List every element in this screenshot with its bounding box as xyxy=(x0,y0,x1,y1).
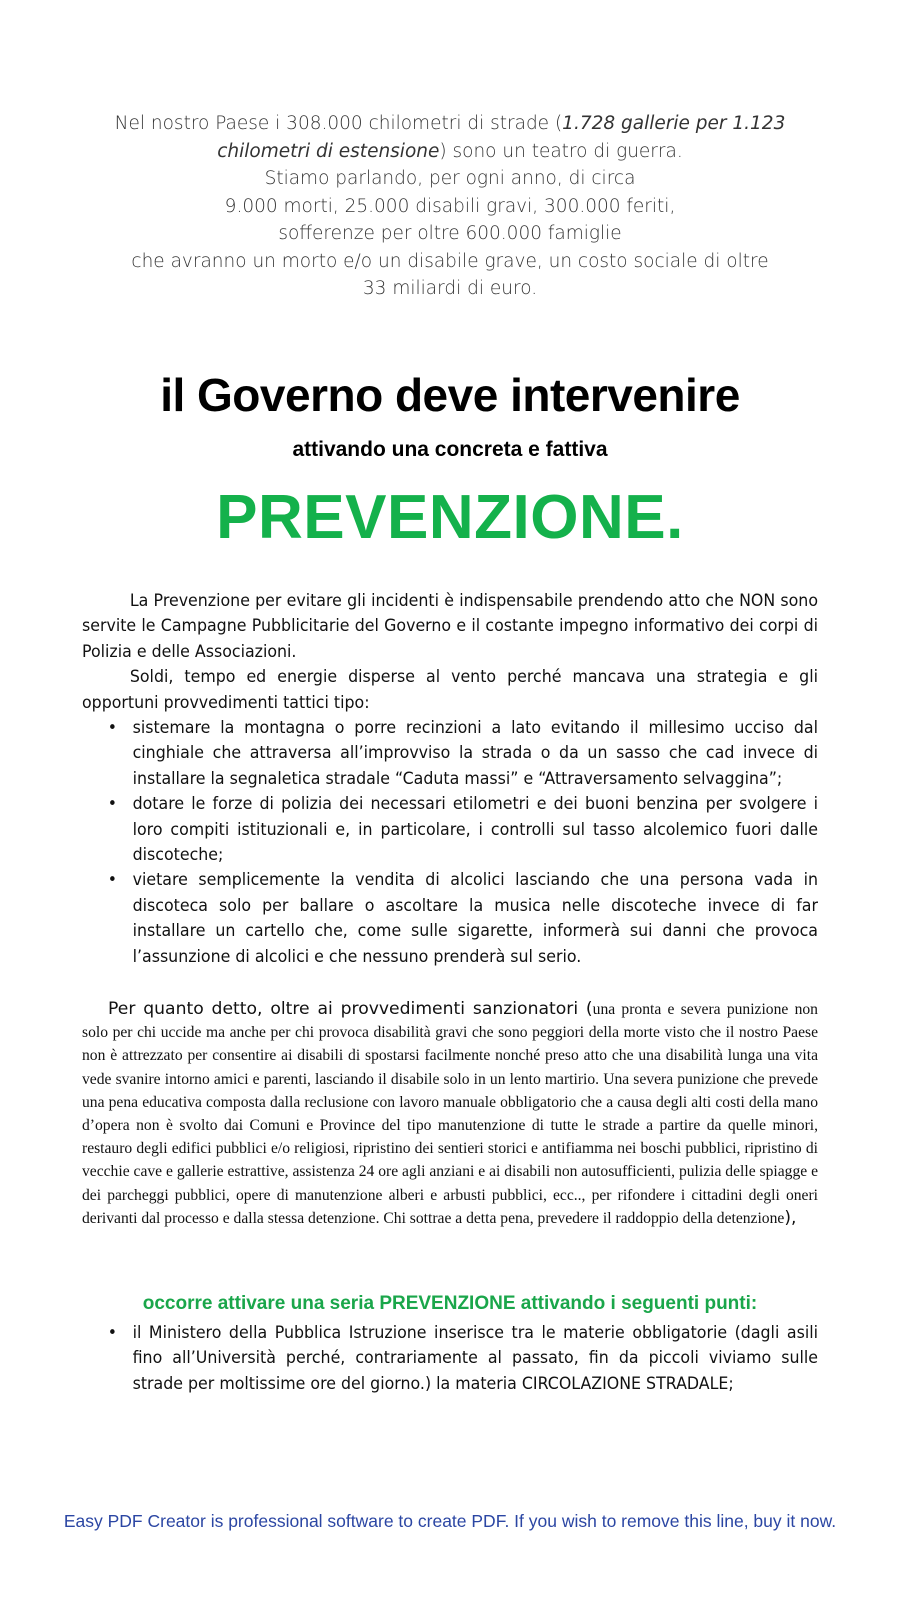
bullet-list-measures xyxy=(82,716,818,970)
bullet-icon: • xyxy=(107,718,117,739)
section-prevention-points xyxy=(82,1321,818,1397)
section-sanctions xyxy=(82,998,818,1230)
pdf-creator-footer: Easy PDF Creator is professional software to create PDF. If you wish to remove this line, buy it now. xyxy=(63,1511,837,1531)
headline-subtitle: attivando una concreta e fattiva xyxy=(292,438,608,461)
headline-keyword: PREVENZIONE. xyxy=(216,483,684,552)
list-item: • il Ministero della Pubblica Istruzione inserisce tra le materie obbligatorie (dagli asili fino all’Università perché, contrariamente al passato, fin da piccoli viviamo sulle strade per moltissime ore del giorno.) la materia CIRCOLAZIONE STRADALE; xyxy=(107,1323,819,1394)
intro-line-1: Nel nostro Paese i 308.000 chilometri di strade (1.728 gallerie per 1.123 xyxy=(114,113,786,134)
list-item: • dotare le forze di polizia dei necessari etilometri e dei buoni benzina per svolgere i loro compiti istituzionali e, in particolare, i controlli sul tasso alcolemico fuori dalle discoteche; xyxy=(107,794,819,866)
bullet-icon: • xyxy=(107,1323,117,1343)
sanctions-body: una pronta e severa punizione non solo per chi uccide ma anche per chi provoca disabilità gravi che sono peggiori della morte visto che il nostro Paese non è attrezzato per consentire ai disabili di spostarsi facilmente nonché preso atto che una disabilità lunga una vita vede svanire intorno amici e parenti, lasciando il disabile solo in un lento martirio. Una severa punizione che prevede una pena educativa composta dalla reclusione con lavoro manuale obbligatorio che a causa degli alti costi della mano d’opera non è svolto dai Comuni e Province del tipo manutenzione di tutte le strade a partire da quelle minori, restauro degli edifici pubblici e/o religiosi, ripristino dei sentieri storici e antifiamma nei boschi pubblici, ripristino di vecchie cave e gallerie estrattive, assistenza 24 ore agli anziani e ai disabili non autosufficienti, pulizia delle spiagge e dei parcheggi pubblici, opere di manutenzione alberi e arbusti pubblici, ecc.., per rifondere i cittadini degli oneri derivanti dal processo e dalla stessa detenzione. Chi sottrae a detta pena, prevedere il raddoppio della detenzione xyxy=(82,1001,818,1227)
bullet-list-points xyxy=(82,1321,818,1397)
intro-line-5: sofferenze per oltre 600.000 famiglie xyxy=(278,223,622,244)
intro-block xyxy=(60,110,840,303)
intro-line-2: chilometri di estensione) sono un teatro di guerra. xyxy=(217,140,683,162)
bullet-icon: • xyxy=(107,794,117,815)
headline-title: il Governo deve intervenire xyxy=(160,369,740,421)
sanctions-close: ), xyxy=(784,1207,797,1228)
list-item: • sistemare la montagna o porre recinzioni a lato evitando il millesimo ucciso dal cinghiale che attraversa all’improvviso la strada o da un sasso che cad invece di installare la segnaletica stradale “Caduta massi” e “Attraversamento selvaggina”; xyxy=(107,718,819,789)
section-prevention-text xyxy=(82,589,818,970)
bullet-icon: • xyxy=(107,870,117,891)
intro-line-6: che avranno un morto e/o un disabile grave, un costo sociale di oltre xyxy=(131,250,769,272)
paragraph-1: La Prevenzione per evitare gli incidenti è indispensabile prendendo atto che NON sono servite le Campagne Pubblicitarie del Governo e il costante impegno informativo dei corpi di Polizia e delle Associazioni. xyxy=(82,591,819,662)
intro-line-7: 33 miliardi di euro. xyxy=(362,278,538,299)
paragraph-2: Soldi, tempo ed energie disperse al vento perché mancava una strategia e gli opportuni provvedimenti tattici tipo: xyxy=(82,667,819,713)
intro-line-4: 9.000 morti, 25.000 disabili gravi, 300.000 feriti, xyxy=(224,195,676,217)
list-item: • vietare semplicemente la vendita di alcolici lasciando che una persona vada in discoteca solo per ballare o ascoltare la musica nelle discoteche invece di far installare un cartello che, come sulle sigarette, informerà sui danni che provoca l’assunzione di alcolici e che nessuno prenderà sul serio. xyxy=(107,870,819,967)
prevention-points-heading: occorre attivare una seria PREVENZIONE attivando i seguenti punti: xyxy=(142,1293,758,1314)
intro-line-3: Stiamo parlando, per ogni anno, di circa xyxy=(264,168,636,189)
sanctions-lead: Per quanto detto, oltre ai provvedimenti sanzionatori ( xyxy=(108,999,593,1019)
